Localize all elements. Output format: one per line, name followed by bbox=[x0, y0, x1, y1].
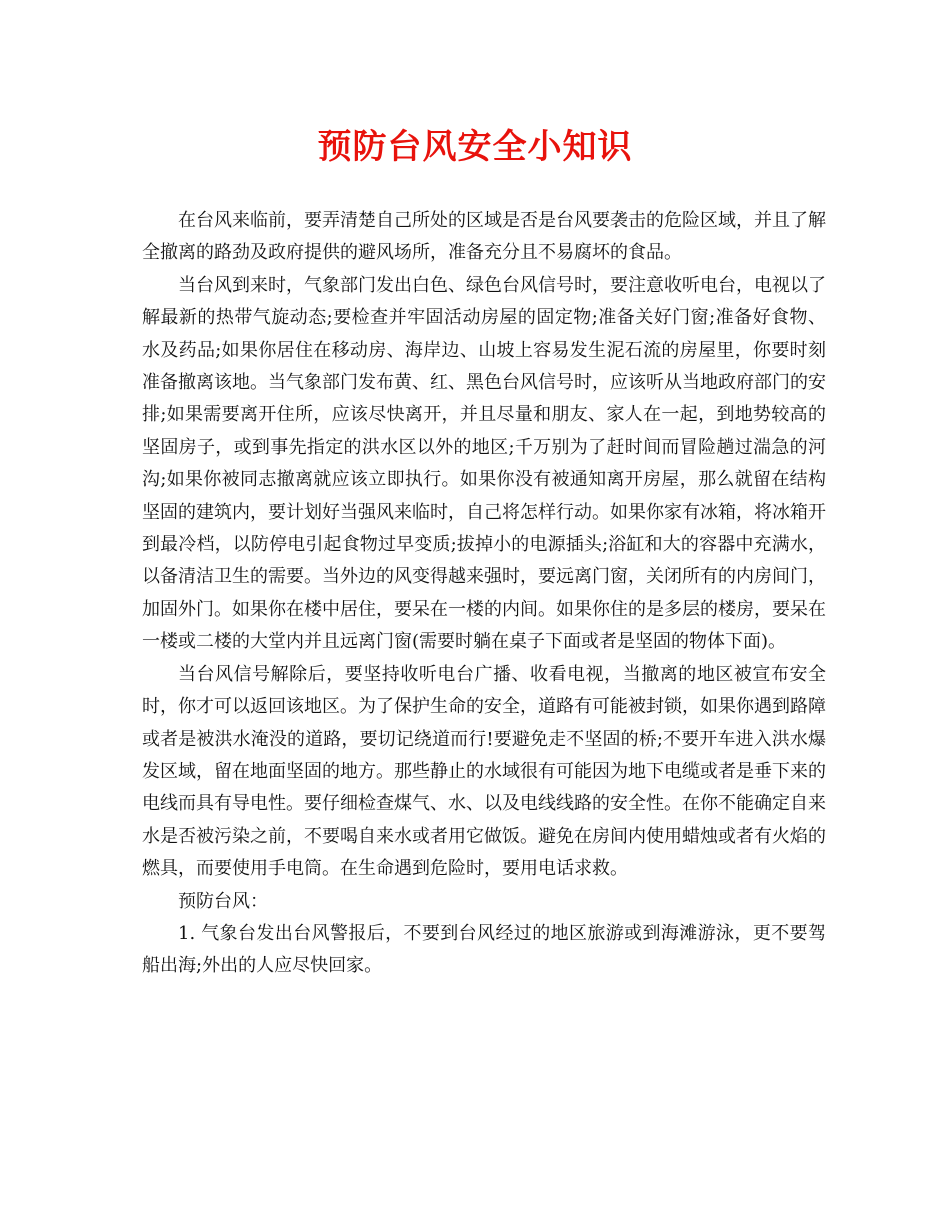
list-item-prevention-1: 1. 气象台发出台风警报后，不要到台风经过的地区旅游或到海滩游泳，更不要驾船出海;外出的人应尽快回家。 bbox=[142, 922, 826, 977]
paragraph-after-typhoon: 当台风信号解除后，要坚持收听电台广播、收看电视，当撤离的地区被宣布安全时，你才可以返回该地区。为了保护生命的安全，道路有可能被封锁，如果你遇到路障或者是被洪水淹没的道路，要切记绕道而行!要避免走不坚固的桥;不要开车进入洪水爆发区域，留在地面坚固的地方。那些静止的水域很有可能因为地下电缆或者是垂下来的电线而具有导电性。要仔细检查煤气、水、以及电线线路的安全性。在你不能确定自来水是否被污染之前，不要喝自来水或者用它做饭。避免在房间内使用蜡烛或者有火焰的燃具，而要使用手电筒。在生命遇到危险时，要用电话求救。 bbox=[142, 663, 826, 880]
paragraph-during-typhoon: 当台风到来时，气象部门发出白色、绿色台风信号时，要注意收听电台，电视以了解最新的热带气旋动态;要检查并牢固活动房屋的固定物;准备关好门窗;准备好食物、水及药品;如果你居住在移动房、海岸边、山坡上容易发生泥石流的房屋里，你要时刻准备撤离该地。当气象部门发布黄、红、黑色台风信号时，应该听从当地政府部门的安排;如果需要离开住所，应该尽快离开，并且尽量和朋友、家人在一起，到地势较高的坚固房子，或到事先指定的洪水区以外的地区;千万别为了赶时间而冒险趟过湍急的河沟;如果你被同志撤离就应该立即执行。如果你没有被通知离开房屋，那么就留在结构坚固的建筑内，要计划好当强风来临时，自己将怎样行动。如果你家有冰箱，将冰箱开到最冷档，以防停电引起食物过早变质;拔掉小的电源插头;浴缸和大的容器中充满水，以备清洁卫生的需要。当外边的风变得越来强时，要远离门窗，关闭所有的内房间门，加固外门。如果你在楼中居住，要呆在一楼的内间。如果你住的是多层的楼房，要呆在一楼或二楼的大堂内并且远离门窗(需要时躺在桌子下面或者是坚固的物体下面)。 bbox=[142, 274, 826, 653]
section-heading-prevention: 预防台风： bbox=[178, 890, 268, 912]
paragraph-before-typhoon: 在台风来临前，要弄清楚自己所处的区域是否是台风要袭击的危险区域，并且了解全撤离的路劲及政府提供的避风场所，准备充分且不易腐坏的食品。 bbox=[142, 210, 826, 264]
page-title: 预防台风安全小知识 bbox=[317, 127, 633, 167]
document-body bbox=[142, 205, 826, 983]
